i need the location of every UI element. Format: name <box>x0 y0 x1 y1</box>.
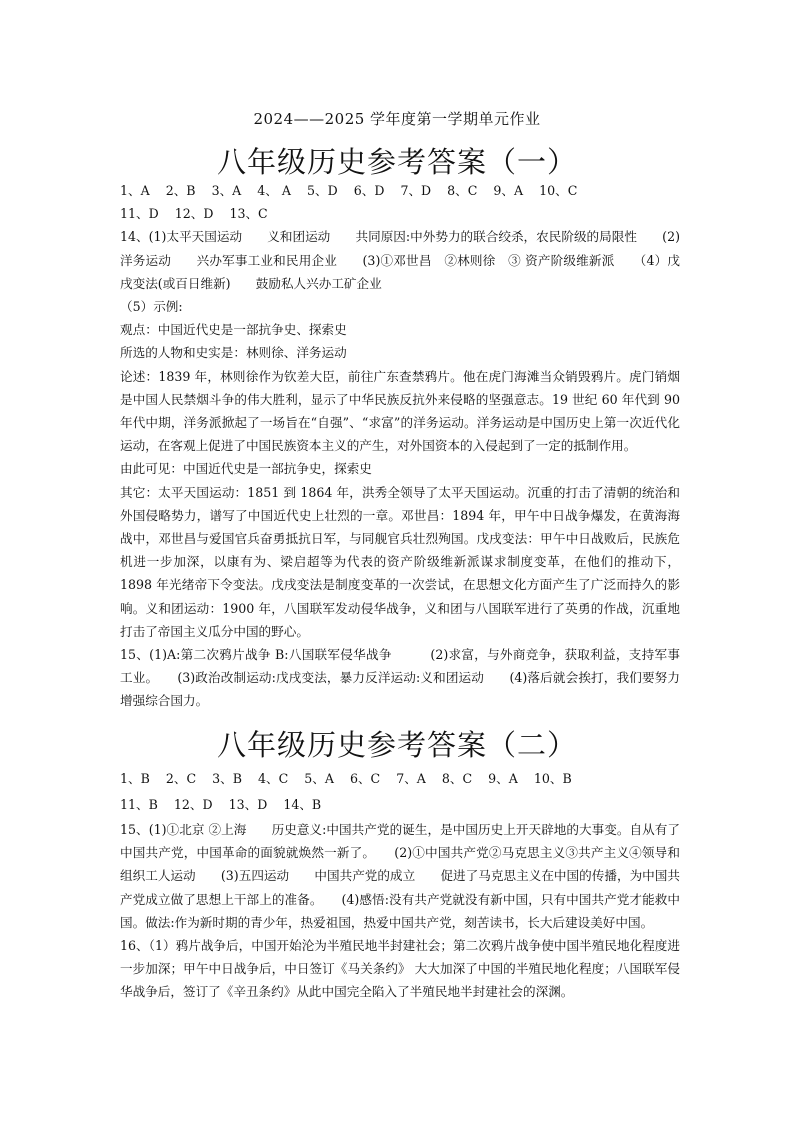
mc-answer: 9、A <box>493 183 524 198</box>
mc-answer: 10、B <box>533 771 572 786</box>
answer-q14: 14、(1)太平天国运动 义和团运动 共同原因:中外势力的联合绞杀，农民阶级的局限性 (2)洋务运动 兴办军事工业和民用企业 (3)①邓世昌 ②林则徐 ③ 资产阶级维新派 （4）戊戌变法(或百日维新) 鼓励私人兴办工矿企业 <box>120 229 680 291</box>
answer-conclusion: 由此可见：中国近代史是一部抗争史，探索史 <box>120 461 372 477</box>
mc-answer: 14、B <box>283 797 322 812</box>
mc-answer: 7、A <box>396 771 426 786</box>
mc-answer: 5、D <box>307 183 338 198</box>
mc-answer: 2、C <box>165 771 197 786</box>
mc-answer: 4、C <box>258 771 289 786</box>
mc-answer: 10、C <box>539 183 578 198</box>
answer-title-two: 八年级历史参考答案（二） <box>216 728 577 762</box>
term-heading: 2024——2025 学年度第一学期单元作业 <box>253 110 541 128</box>
mc-answer: 2、B <box>165 183 196 198</box>
mc-answer: 8、C <box>441 771 473 786</box>
mc-answer: 13、D <box>228 797 268 812</box>
mc-answer: 5、A <box>304 771 334 786</box>
mc-answers-row-2 <box>120 202 680 225</box>
mc-answer: 3、A <box>211 183 242 198</box>
mc-answer: 12、D <box>174 206 214 222</box>
mc-answer: 6、C <box>349 771 381 786</box>
mc-answer: 13、C <box>229 206 268 222</box>
answer-q16: 16、（1）鸦片战争后，中国开始沦为半殖民地半封建社会；第二次鸦片战争使中国半殖民地化程度进一步加深；甲午中日战争后，中日签订《马关条约》 大大加深了中国的半殖民地化程度；八国联军侵华战争后，签订了《辛丑条约》从此中国完全陷入了半殖民地半封建社会的深渊。 <box>120 938 680 1000</box>
answer-section-two <box>120 766 680 1004</box>
answer-q14-example: （5）示例: <box>120 299 183 315</box>
mc-answer: 12、D <box>173 797 213 812</box>
answer-section-one <box>120 179 680 713</box>
answer-q15: 15、(1)①北京 ②上海 历史意义:中国共产党的诞生，是中国历史上开天辟地的大事变。自从有了中国共产党，中国革命的面貌就焕然一新了。 (2)①中国共产党②马克思主义③共产主义④领导和组织工人运动 (3)五四运动 中国共产党的成立 促进了马克思主义在中国的传播，为中国共产党成立做了思想上干部上的准备。 (4)感悟:没有共产党就没有新中国，只有中国共产党才能救中国。做法:作为新时期的青少年，热爱祖国，热爱中国共产党，刻苦读书，长大后建设美好中国。 <box>120 822 680 930</box>
answer-selected-facts: 所选的人物和史实是：林则徐、洋务运动 <box>120 345 347 361</box>
mc-answers-row-1 <box>120 766 680 792</box>
mc-answer: 6、D <box>353 183 385 198</box>
mc-answer: 4、 A <box>257 183 291 198</box>
mc-answer: 1、B <box>120 771 150 786</box>
answer-argument: 论述：1839 年，林则徐作为钦差大臣，前往广东查禁鸦片。他在虎门海滩当众销毁鸦片。虎门销烟是中国人民禁烟斗争的伟大胜利，显示了中华民族反抗外来侵略的坚强意志。19 世纪 60 年代到 90 年代中期，洋务派掀起了一场旨在“自强”、“求富”的洋务运动。洋务运动是中国历史上第一次近代化运动，在客观上促进了中国民族资本主义的产生，对外国资本的入侵起到了一定的抵制作用。 <box>120 368 680 454</box>
mc-answer: 1、A <box>120 183 150 198</box>
mc-answer: 11、B <box>120 797 158 812</box>
mc-answer: 9、A <box>488 771 518 786</box>
mc-answers-row-2 <box>120 792 680 818</box>
mc-answer: 8、C <box>447 183 478 198</box>
answer-q15: 15、(1)A:第二次鸦片战争 B:八国联军侵华战争 (2)求富，与外商竞争，获取利益，支持军事工业。 (3)政治改制运动:戊戌变法，暴力反洋运动:义和团运动 (4)落后就会挨打，我们要努力增强综合国力。 <box>120 647 680 709</box>
mc-answer: 3、B <box>212 771 242 786</box>
mc-answer: 7、D <box>400 183 432 198</box>
mc-answer: 11、D <box>120 206 159 222</box>
mc-answers-row-1 <box>120 179 680 202</box>
answer-other: 其它：太平天国运动：1851 到 1864 年，洪秀全领导了太平天国运动。沉重的打击了清朝的统治和外国侵略势力，谱写了中国近代史上壮烈的一章。邓世昌：1894 年，甲午中日战争爆发，在黄海海战中，邓世昌与爱国官兵奋勇抵抗日军，与同舰官兵壮烈殉国。戊戌变法：甲午中日战败后，民族危机进一步加深，以康有为、梁启超等为代表的资产阶级维新派谋求制度变革，在他们的推动下，1898 年光绪帝下令变法。戊戌变法是制度变革的一次尝试，在思想文化方面产生了广泛而持久的影响。义和团运动：1900 年，八国联军发动侵华战争，义和团与八国联军进行了英勇的作战，沉重地打击了帝国主义瓜分中国的野心。 <box>120 484 680 639</box>
answer-viewpoint: 观点：中国近代史是一部抗争史、探索史 <box>120 322 347 338</box>
answer-title-one: 八年级历史参考答案（一） <box>216 145 577 179</box>
